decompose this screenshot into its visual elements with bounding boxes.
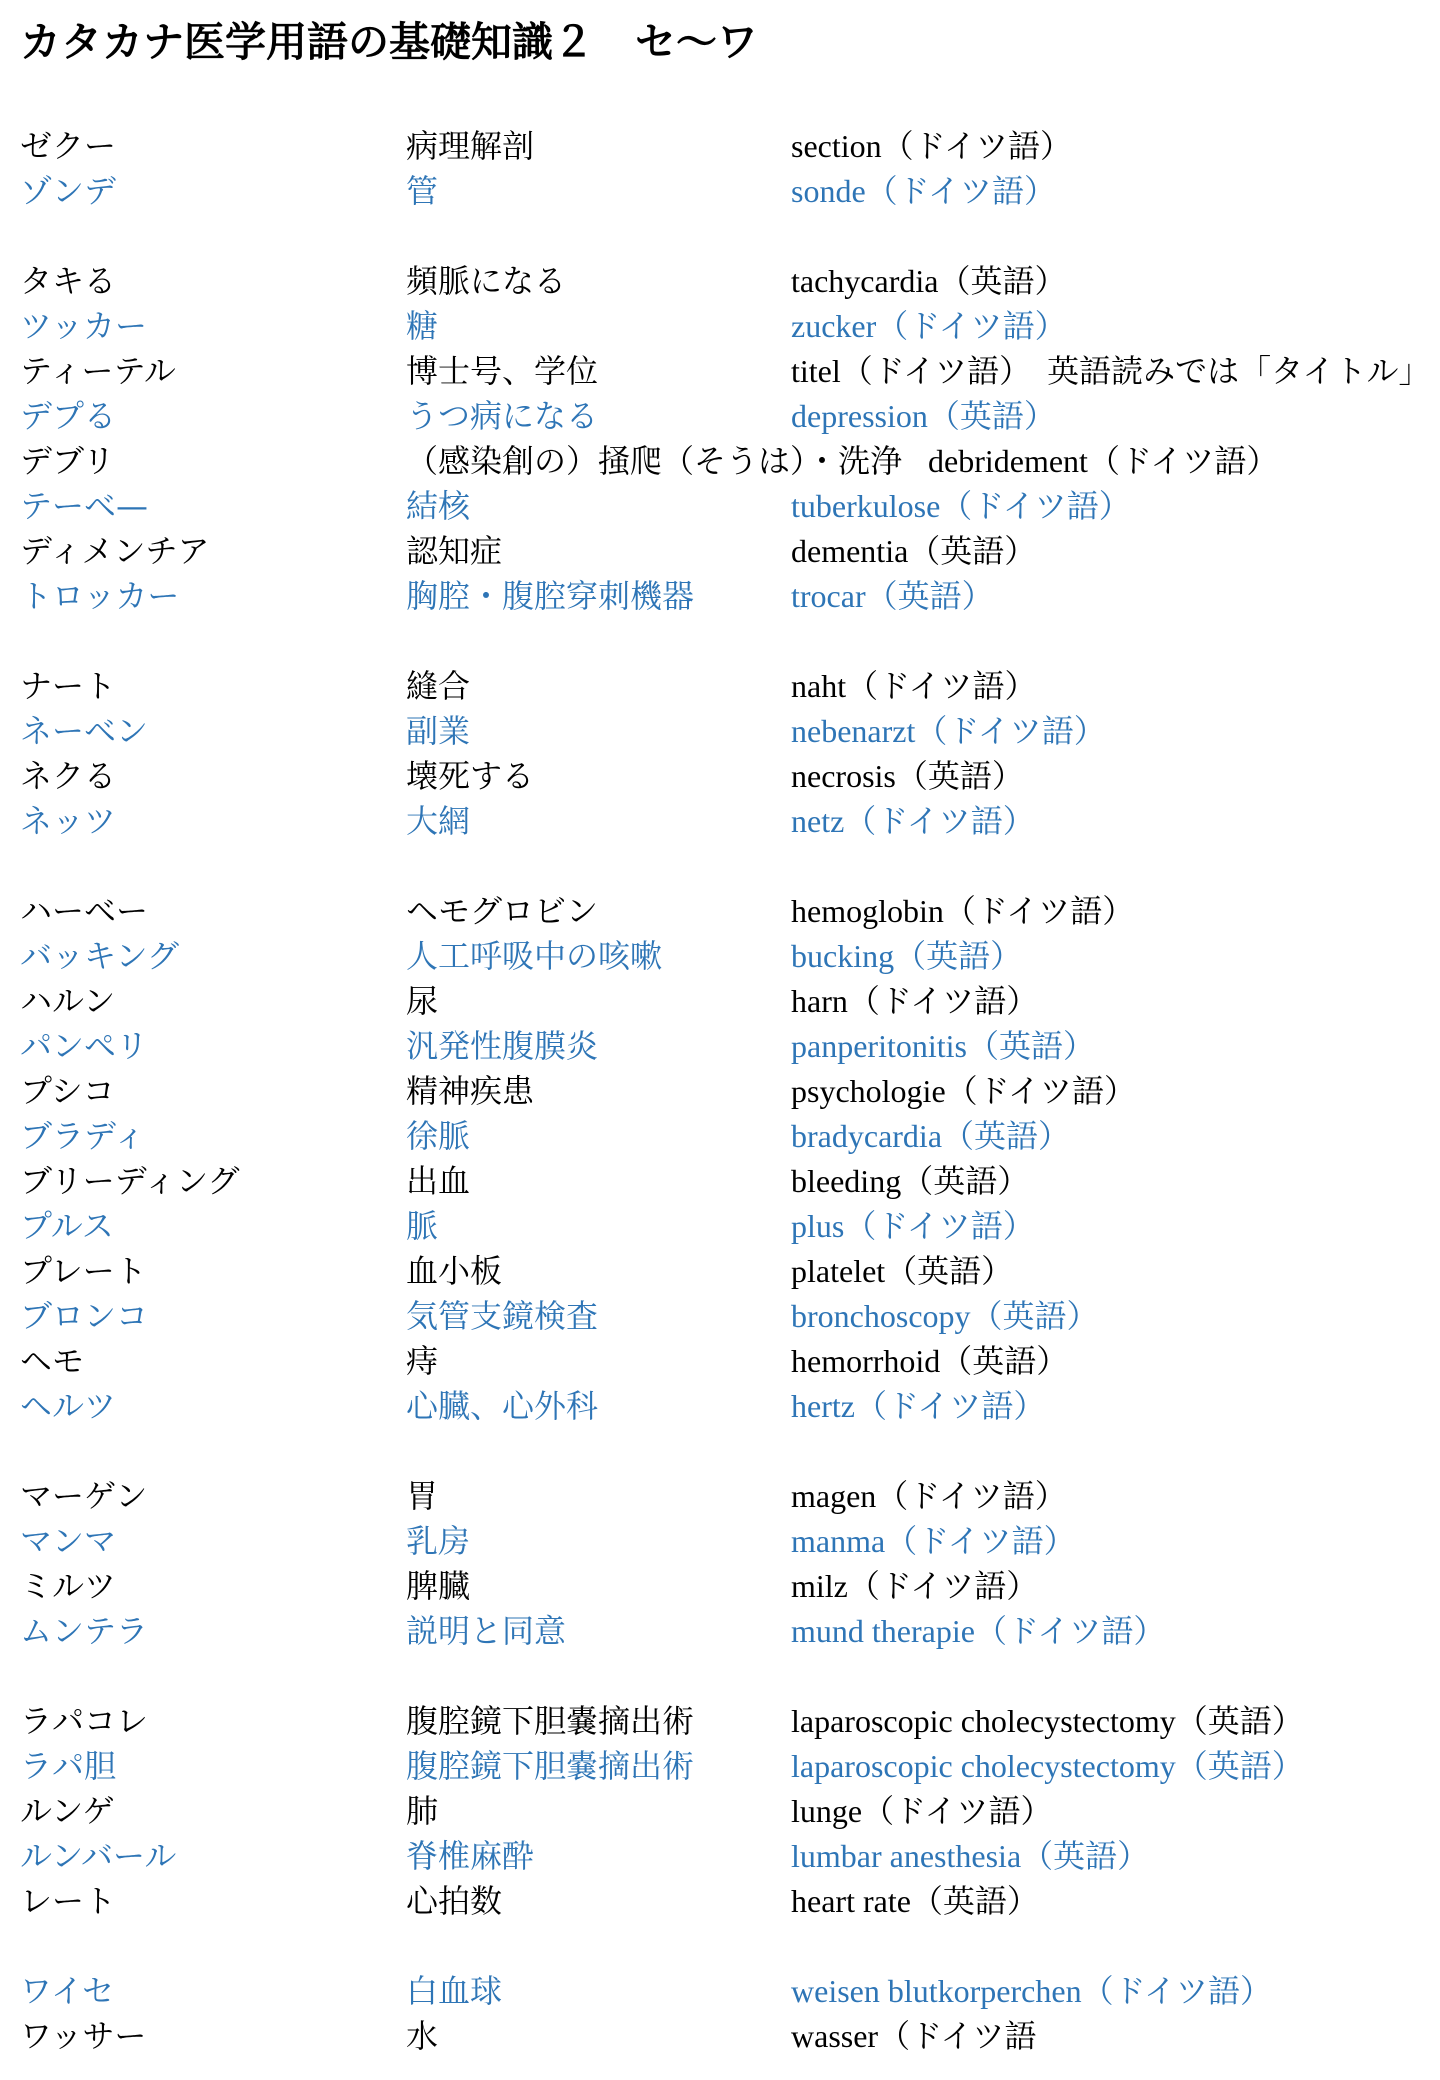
term-group (20, 1474, 1440, 1654)
katakana-term: マーゲン (20, 1477, 148, 1515)
japanese-meaning: 尿 (406, 982, 439, 1020)
original-word: tuberkulose（ドイツ語） (791, 488, 1131, 524)
original-word: debridement（ドイツ語） (928, 443, 1279, 479)
term-row (20, 1249, 1440, 1294)
original-word: hemoglobin（ドイツ語） (791, 893, 1135, 929)
japanese-meaning: 乳房 (406, 1522, 471, 1560)
term-group (20, 1969, 1440, 2059)
term-row (20, 124, 1440, 169)
japanese-meaning: 出血 (406, 1162, 471, 1200)
japanese-meaning: 結核 (406, 487, 471, 525)
japanese-meaning: 頻脈になる (406, 262, 567, 300)
term-group (20, 259, 1440, 619)
japanese-meaning: 脈 (406, 1207, 439, 1245)
term-row (20, 574, 1440, 619)
term-row (20, 1969, 1440, 2014)
katakana-term: ラパコレ (20, 1702, 149, 1740)
katakana-term: デプる (20, 397, 117, 435)
japanese-meaning: 腹腔鏡下胆嚢摘出術 (406, 1747, 695, 1785)
katakana-term: マンマ (20, 1522, 117, 1560)
katakana-term: テーベ— (20, 487, 149, 525)
term-row (20, 1294, 1440, 1339)
japanese-meaning: 徐脈 (406, 1117, 471, 1155)
japanese-meaning: 認知症 (406, 532, 503, 570)
term-row (20, 1069, 1440, 1114)
term-row (20, 664, 1440, 709)
term-row (20, 889, 1440, 934)
katakana-term: プレート (20, 1252, 147, 1290)
original-word: naht（ドイツ語） (791, 668, 1037, 704)
japanese-meaning: 説明と同意 (406, 1612, 567, 1650)
katakana-term: ルンバール (20, 1837, 177, 1875)
japanese-meaning: 心臓、心外科 (406, 1387, 599, 1425)
japanese-meaning: 人工呼吸中の咳嗽 (406, 937, 663, 975)
katakana-term: プルス (20, 1207, 114, 1245)
original-word: weisen blutkorperchen（ドイツ語） (791, 1973, 1272, 2009)
katakana-term: ハーベー (20, 892, 149, 930)
term-row (20, 1159, 1440, 1204)
katakana-term: ツッカー (20, 307, 148, 345)
term-row (20, 394, 1440, 439)
japanese-meaning: 縫合 (406, 667, 471, 705)
term-row (20, 1384, 1440, 1429)
katakana-term: バッキング (20, 937, 180, 975)
original-word: section（ドイツ語） (791, 128, 1073, 164)
japanese-meaning: 副業 (406, 712, 471, 750)
original-word: sonde（ドイツ語） (791, 173, 1057, 209)
original-word: bradycardia（英語） (791, 1118, 1071, 1154)
term-row (20, 1339, 1440, 1384)
original-word: wasser（ドイツ語 (791, 2018, 1037, 2054)
term-row (20, 1879, 1440, 1924)
original-word: lumbar anesthesia（英語） (791, 1838, 1150, 1874)
japanese-meaning: 腹腔鏡下胆嚢摘出術 (406, 1702, 695, 1740)
japanese-meaning: ヘモグロビン (406, 892, 599, 930)
original-word: laparoscopic cholecystectomy（英語） (791, 1703, 1304, 1739)
japanese-meaning: 博士号、学位 (406, 352, 599, 390)
original-word: dementia（英語） (791, 533, 1037, 569)
glossary (20, 124, 1440, 2059)
original-word: bucking（英語） (791, 938, 1023, 974)
katakana-term: パンペリ (20, 1027, 149, 1065)
japanese-meaning: 心拍数 (406, 1882, 503, 1920)
term-row (20, 799, 1440, 844)
japanese-meaning: 胸腔・腹腔穿刺機器 (406, 577, 695, 615)
original-word: bleeding（英語） (791, 1163, 1030, 1199)
original-word: titel（ドイツ語） 英語読みでは「タイトル」 (791, 353, 1431, 389)
katakana-term: ネーベン (20, 712, 149, 750)
katakana-term: ゾンデ (20, 172, 117, 210)
katakana-term: ブロンコ (20, 1297, 149, 1335)
katakana-term: ディメンチア (20, 532, 210, 570)
japanese-meaning: うつ病になる (406, 397, 599, 435)
term-row (20, 754, 1440, 799)
katakana-term: ネッツ (20, 802, 117, 840)
original-word: lunge（ドイツ語） (791, 1793, 1053, 1829)
term-row (20, 529, 1440, 574)
original-word: plus（ドイツ語） (791, 1208, 1035, 1244)
katakana-term: ワッサー (20, 2017, 147, 2055)
term-row (20, 979, 1440, 1024)
term-row (20, 259, 1440, 304)
katakana-term: ミルツ (20, 1567, 117, 1605)
japanese-meaning: 糖 (406, 307, 439, 345)
original-word: heart rate（英語） (791, 1883, 1039, 1919)
term-group (20, 889, 1440, 1429)
japanese-meaning: 汎発性腹膜炎 (406, 1027, 599, 1065)
katakana-term: ナート (20, 667, 117, 705)
katakana-term: トロッカー (20, 577, 180, 615)
term-row (20, 1024, 1440, 1069)
original-word: bronchoscopy（英語） (791, 1298, 1099, 1334)
original-word: hemorrhoid（英語） (791, 1343, 1069, 1379)
term-row (20, 484, 1440, 529)
term-row (20, 1474, 1440, 1519)
katakana-term: ヘルツ (20, 1387, 117, 1425)
katakana-term: ティーテル (20, 352, 176, 390)
term-row (20, 1114, 1440, 1159)
original-word: netz（ドイツ語） (791, 803, 1035, 839)
japanese-meaning: 壊死する (406, 757, 535, 795)
term-row (20, 709, 1440, 754)
original-word: harn（ドイツ語） (791, 983, 1039, 1019)
katakana-term: ラパ胆 (20, 1747, 117, 1785)
katakana-term: ネクる (20, 757, 117, 795)
original-word: platelet（英語） (791, 1253, 1014, 1289)
term-row (20, 169, 1440, 214)
term-row (20, 1564, 1440, 1609)
term-row (20, 1699, 1440, 1744)
original-word: necrosis（英語） (791, 758, 1024, 794)
term-row (20, 304, 1440, 349)
japanese-meaning: 管 (406, 172, 439, 210)
original-word: panperitonitis（英語） (791, 1028, 1095, 1064)
original-word: trocar（英語） (791, 578, 994, 614)
katakana-term: ゼクー (20, 127, 117, 165)
original-word: depression（英語） (791, 398, 1056, 434)
term-row (20, 1834, 1440, 1879)
katakana-term: ブリーディング (20, 1162, 240, 1200)
original-word: laparoscopic cholecystectomy（英語） (791, 1748, 1304, 1784)
original-word: manma（ドイツ語） (791, 1523, 1076, 1559)
japanese-meaning: 気管支鏡検査 (406, 1297, 599, 1335)
japanese-meaning: 病理解剖 (406, 127, 535, 165)
katakana-term: デブリ (20, 442, 115, 480)
katakana-term: ハルン (20, 982, 116, 1020)
term-row (20, 1744, 1440, 1789)
original-word: hertz（ドイツ語） (791, 1388, 1046, 1424)
japanese-meaning: 肺 (406, 1792, 439, 1830)
japanese-meaning: 脊椎麻酔 (406, 1837, 535, 1875)
original-word: mund therapie（ドイツ語） (791, 1613, 1166, 1649)
katakana-term: ムンテラ (20, 1612, 149, 1650)
japanese-meaning: 水 (406, 2017, 439, 2055)
katakana-term: ヘモ (20, 1342, 85, 1380)
katakana-term: ルンゲ (20, 1792, 115, 1830)
japanese-meaning: 痔 (406, 1342, 439, 1380)
term-row (20, 439, 1440, 484)
japanese-meaning: 精神疾患 (406, 1072, 535, 1110)
term-row (20, 349, 1440, 394)
term-row (20, 1789, 1440, 1834)
term-group (20, 664, 1440, 844)
original-word: nebenarzt（ドイツ語） (791, 713, 1106, 749)
katakana-term: レート (20, 1882, 117, 1920)
term-row (20, 1204, 1440, 1249)
katakana-term: タキる (20, 262, 117, 300)
original-word: milz（ドイツ語） (791, 1568, 1039, 1604)
japanese-meaning: 血小板 (406, 1252, 503, 1290)
original-word: zucker（ドイツ語） (791, 308, 1067, 344)
original-word: magen（ドイツ語） (791, 1478, 1067, 1514)
katakana-term: ブラディ (20, 1117, 146, 1155)
japanese-meaning: 大網 (406, 802, 471, 840)
original-word: psychologie（ドイツ語） (791, 1073, 1137, 1109)
original-word: tachycardia（英語） (791, 263, 1067, 299)
japanese-meaning: （感染創の）掻爬（そうは）・洗浄 (406, 442, 903, 480)
japanese-meaning: 胃 (406, 1477, 439, 1515)
term-row (20, 1609, 1440, 1654)
term-row (20, 934, 1440, 979)
japanese-meaning: 白血球 (406, 1972, 503, 2010)
term-row (20, 1519, 1440, 1564)
japanese-meaning: 脾臓 (406, 1567, 471, 1605)
page-title: カタカナ医学用語の基礎知識２ セ～ワ (20, 19, 758, 65)
term-row (20, 2014, 1440, 2059)
katakana-term: プシコ (20, 1072, 115, 1110)
term-group (20, 1699, 1440, 1924)
katakana-term: ワイセ (20, 1972, 115, 2010)
term-group (20, 124, 1440, 214)
